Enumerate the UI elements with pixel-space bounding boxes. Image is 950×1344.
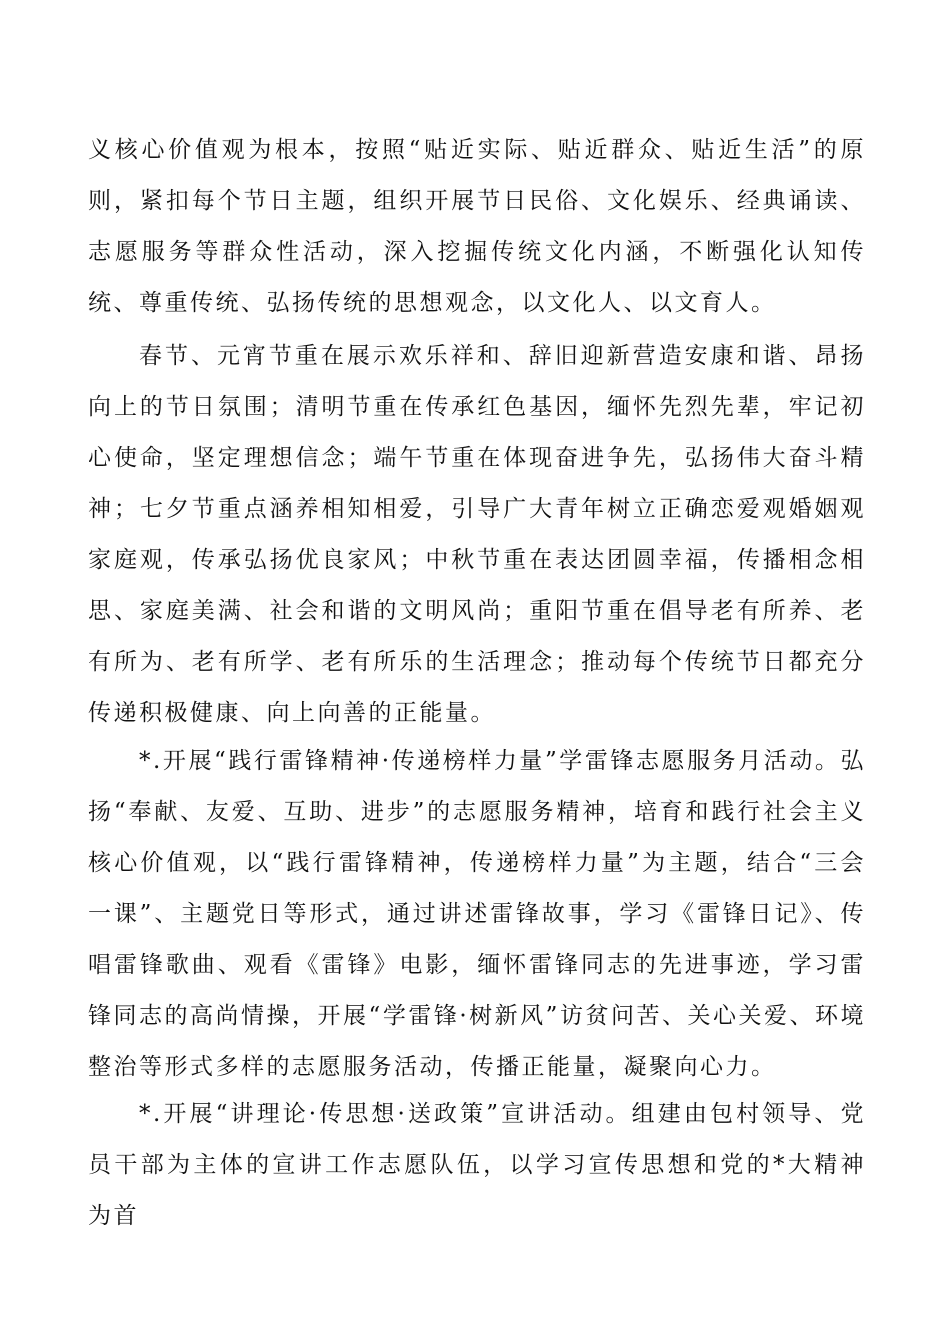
paragraph-block-4 [88, 1089, 866, 1242]
paragraph-3: *.开展“践行雷锋精神·传递榜样力量”学雷锋志愿服务月活动。弘扬“奉献、友爱、互助、进步”的志愿服务精神，培育和践行社会主义核心价值观，以“践行雷锋精神，传递榜样力量”为主题，结合“三会一课”、主题党日等形式，通过讲述雷锋故事，学习《雷锋日记》、传唱雷锋歌曲、观看《雷锋》电影，缅怀雷锋同志的先进事迹，学习雷锋同志的高尚情操，开展“学雷锋·树新风”访贫问苦、关心关爱、环境整治等形式多样的志愿服务活动，传播正能量，凝聚向心力。 [88, 748, 866, 1080]
paragraph-block-3 [88, 736, 866, 1093]
paragraph-block-1 [88, 125, 866, 329]
paragraph-1: 义核心价值观为根本，按照“贴近实际、贴近群众、贴近生活”的原则，紧扣每个节日主题，组织开展节日民俗、文化娱乐、经典诵读、志愿服务等群众性活动，深入挖掘传统文化内涵，不断强化认知传统、尊重传统、弘扬传统的思想观念，以文化人、以文育人。 [88, 137, 866, 316]
paragraph-2: 春节、元宵节重在展示欢乐祥和、辞旧迎新营造安康和谐、昂扬向上的节日氛围；清明节重在传承红色基因，缅怀先烈先辈，牢记初心使命，坚定理想信念；端午节重在体现奋进争先，弘扬伟大奋斗精神；七夕节重点涵养相知相爱，引导广大青年树立正确恋爱观婚姻观家庭观，传承弘扬优良家风；中秋节重在表达团圆幸福，传播相念相思、家庭美满、社会和谐的文明风尚；重阳节重在倡导老有所养、老有所为、老有所学、老有所乐的生活理念；推动每个传统节日都充分传递积极健康、向上向善的正能量。 [88, 343, 866, 726]
paragraph-block-2 [88, 331, 866, 739]
paragraph-4: *.开展“讲理论·传思想·送政策”宣讲活动。组建由包村领导、党员干部为主体的宣讲工作志愿队伍，以学习宣传思想和党的*大精神为首 [88, 1101, 866, 1229]
